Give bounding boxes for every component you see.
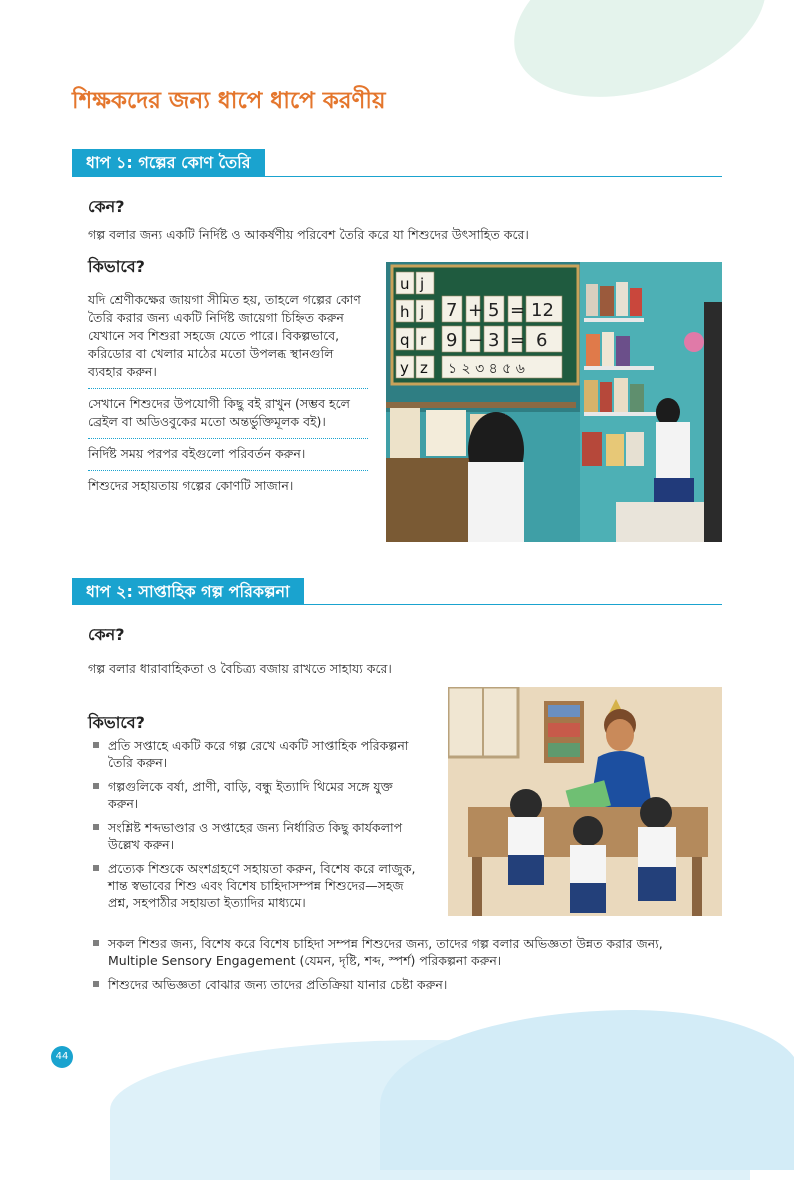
how-item: শিশুদের সহায়তায় গল্পের কোণটি সাজান। [88,478,294,493]
step2-why-label: কেন? [88,625,125,644]
step1-heading: ধাপ ১: গল্পের কোণ তৈরি [72,149,265,176]
board-letter: h [400,303,410,321]
list-item: সংশ্লিষ্ট শব্দভাণ্ডার ও সপ্তাহের জন্য নির্ধারিত কিছু কার্যকলাপ উল্লেখ করুন। [92,819,422,853]
page-title: শিক্ষকদের জন্য ধাপে ধাপে করণীয় [72,88,386,114]
board-digit: = [510,300,526,321]
decorative-leaf-shape [493,0,787,127]
list-item: প্রত্যেক শিশুকে অংশগ্রহণে সহায়তা করুন, বিশেষ করে লাজুক, শান্ত স্বভাবের শিশু এবং বিশেষ চাহিদাসম্পন্ন শিশুদের—সহজ প্রশ্ন, সহপাঠীর সহায়তা ইত্যাদির মাধ্যমে। [92,860,422,911]
step2-how-label: কিভাবে? [88,713,145,732]
board-letter: u [400,275,410,293]
list-item: শিশুদের অভিজ্ঞতা বোঝার জন্য তাদের প্রতিক্রিয়া যানার চেষ্টা করুন। [92,976,712,993]
board-digit: 6 [536,330,548,351]
board-letter: r [420,331,427,349]
board-letter: j [420,303,425,321]
how-item: নির্দিষ্ট সময় পরপর বইগুলো পরিবর্তন করুন। [88,439,368,471]
step2-divider [72,604,722,605]
story-corner-photo [386,262,722,542]
how-item: যদি শ্রেণীকক্ষের জায়গা সীমিত হয়, তাহলে গল্পের কোণ তৈরি করার জন্য একটি নির্দিষ্ট জায়েগা চিহ্নিত করুন যেখানে সব শিশুরা সহজে যেতে পারে। বিকল্পভাবে, করিডোর বা খেলার মাঠের মতো উপলব্ধ স্থানগুলি ব্যবহার করুন। [88,285,368,389]
board-letter: j [420,275,425,293]
board-digit: + [468,300,484,321]
board-letter: q [400,331,410,349]
step2-why-text: গল্প বলার ধারাবাহিকতা ও বৈচিত্র্য বজায় রাখতে সাহায্য করে। [88,661,392,676]
board-digit: = [510,330,526,351]
decorative-footer-wave-2 [380,1010,794,1170]
list-item: প্রতি সপ্তাহে একটি করে গল্প রেখে একটি সাপ্তাহিক পরিকল্পনা তৈরি করুন। [92,737,422,771]
storytelling-illustration [448,687,722,916]
step2-bullet-list-wide [92,935,712,1000]
board-digit: 5 [488,300,500,321]
step1-how-list [88,285,368,502]
step1-how-label: কিভাবে? [88,257,145,276]
board-digit: 7 [446,300,458,321]
page-number: 44 [51,1046,73,1068]
board-bengali-numbers: ১ ২ ৩ ৪ ৫ ৬ [448,361,525,377]
board-digit: 9 [446,330,458,351]
step1-divider [72,176,722,177]
board-letter: y [400,359,409,377]
list-item: সকল শিশুর জন্য, বিশেষ করে বিশেষ চাহিদা সম্পন্ন শিশুদের জন্য, তাদের গল্প বলার অভিজ্ঞতা উন্নত করার জন্য, Multiple Sensory Engagement (যেমন, দৃষ্টি, শব্দ, স্পর্শ) পরিকল্পনা করুন। [92,935,712,969]
board-digit: 3 [488,330,500,351]
board-letter: z [420,359,428,377]
step1-why-text: গল্প বলার জন্য একটি নির্দিষ্ট ও আকর্ষণীয় পরিবেশ তৈরি করে যা শিশুদের উৎসাহিত করে। [88,227,529,242]
how-item: সেখানে শিশুদের উপযোগী কিছু বই রাখুন (সম্ভব হলে ব্রেইল বা অডিওবুকের মতো অন্তর্ভুক্তিমূলক বই)। [88,389,368,439]
list-item: গল্পগুলিকে বর্ষা, প্রাণী, বাড়ি, বন্ধু ইত্যাদি থিমের সঙ্গে যুক্ত করুন। [92,778,422,812]
step1-why-label: কেন? [88,197,125,216]
board-digit: − [468,330,484,351]
step2-bullet-list [92,737,422,918]
step2-heading: ধাপ ২: সাপ্তাহিক গল্প পরিকল্পনা [72,578,304,605]
board-digit: 12 [531,300,554,321]
